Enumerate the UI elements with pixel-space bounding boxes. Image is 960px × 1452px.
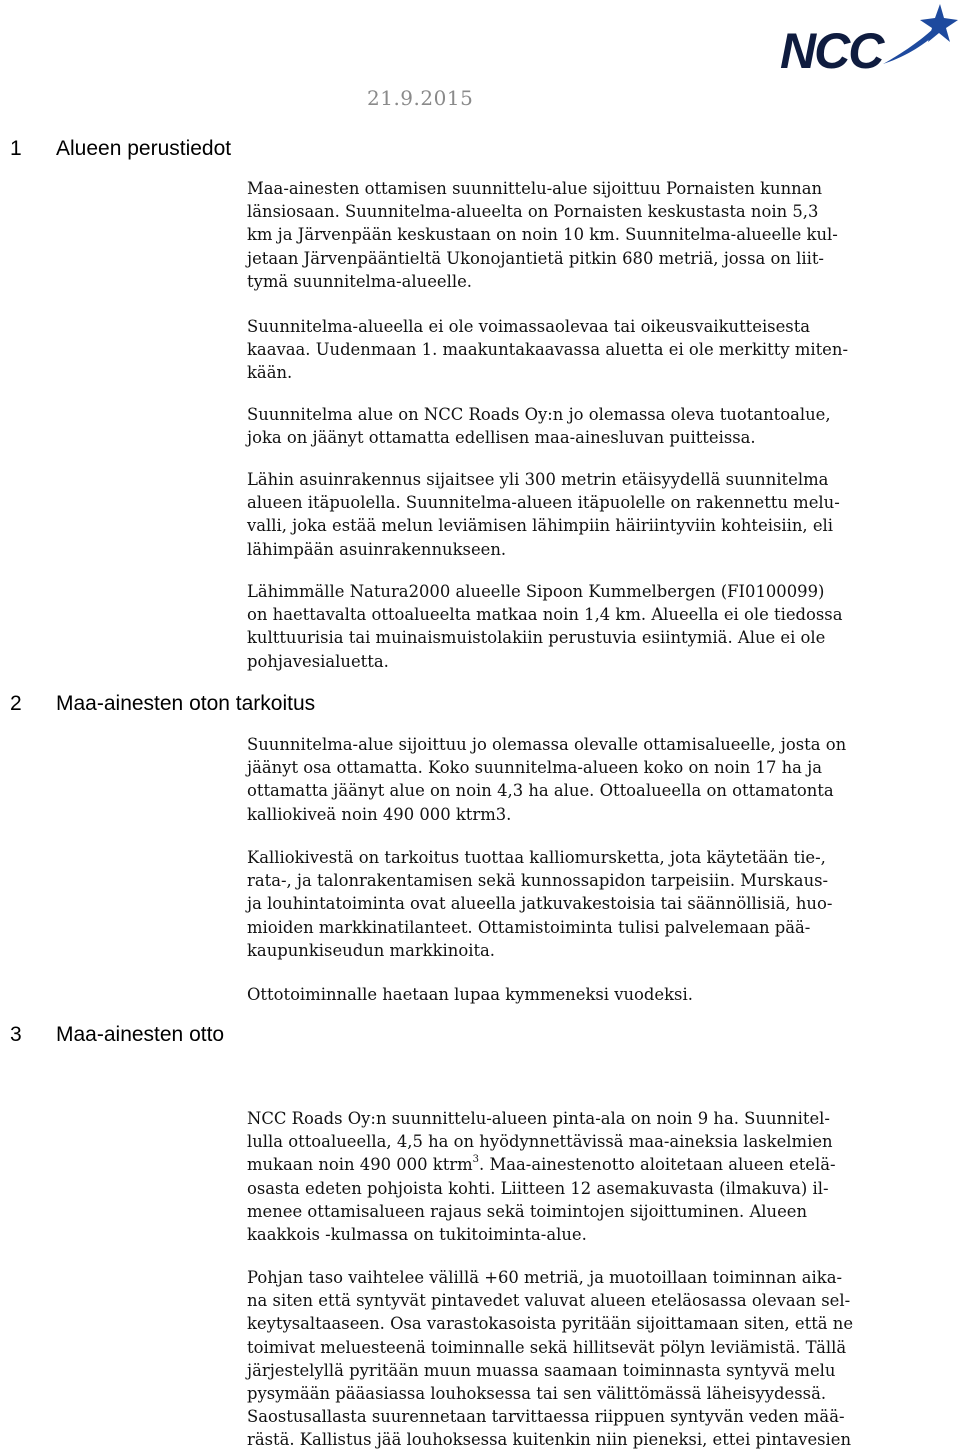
- text-line: kaakkois -kulmassa on tukitoiminta-alue.: [247, 1225, 587, 1245]
- paragraph-nearest-residence: [247, 468, 905, 561]
- section-number: 1: [10, 137, 22, 160]
- text-line: Suunnitelma-alueella ei ole voimassaolevaa tai oikeusvaikutteisesta: [247, 317, 811, 336]
- text-line: osasta edeten pohjoista kohti. Liitteen 12 asemakuvasta (ilmakuva) il-: [247, 1178, 829, 1198]
- section-heading-1: [10, 137, 231, 161]
- text-line: Suunnitelma-alue sijoittuu jo olemassa olevalle ottamisalueelle, josta on: [247, 735, 847, 754]
- text-line: keytysaltaaseen. Osa varastokasoista pyritään sijoittamaan siten, että ne: [247, 1314, 854, 1334]
- text-line: lulla ottoalueella, 4,5 ha on hyödynnettävissä maa-aineksia laskelmien: [247, 1132, 833, 1152]
- text-line: tymä suunnitelma-alueelle.: [247, 271, 472, 291]
- section-title: Alueen perustiedot: [56, 137, 232, 160]
- section-number: 2: [10, 692, 22, 715]
- text-line: rata-, ja talonrakentamisen sekä kunnossapidon tarpeisiin. Murskaus-: [247, 871, 829, 891]
- text-line: NCC Roads Oy:n suunnittelu-alueen pinta-ala on noin 9 ha. Suunnitel-: [247, 1109, 830, 1128]
- text-line: [247, 1153, 905, 1176]
- paragraph-ground-level: [247, 1266, 905, 1452]
- section-heading-3: [10, 1023, 224, 1047]
- section-number: 3: [10, 1023, 22, 1046]
- text-fragment: . Maa-ainestenotto aloitetaan alueen etelä-: [479, 1155, 836, 1175]
- paragraph-production-area: [247, 403, 905, 449]
- text-line: kalliokiveä noin 490 000 ktrm3.: [247, 804, 512, 824]
- text-line: on haettavalta ottoalueelta matkaa noin 1,4 km. Alueella ei ole tiedossa: [247, 605, 843, 625]
- paragraph-permit-duration: [247, 983, 905, 1006]
- text-line: Ottotoiminnalle haetaan lupaa kymmeneksi vuodeksi.: [247, 985, 693, 1004]
- paragraph-purpose-use: [247, 846, 905, 962]
- text-line: lähimpään asuinrakennukseen.: [247, 539, 507, 559]
- text-line: toimivat meluesteenä toiminnalle sekä hillitsevät pölyn leviämistä. Tällä: [247, 1337, 847, 1357]
- text-line: ja louhintatoiminta ovat alueella jatkuvakestoisia tai säännöllisiä, huo-: [247, 894, 833, 914]
- text-line: kulttuurisia tai muinaismuistolakiin perustuvia esiintymiä. Alue ei ole: [247, 628, 826, 648]
- section-title: Maa-ainesten otto: [56, 1023, 225, 1046]
- text-line: Pohjan taso vaihtelee välillä +60 metriä, ja muotoillaan toiminnan aika-: [247, 1268, 843, 1287]
- text-line: alueen itäpuolella. Suunnitelma-alueen itäpuolelle on rakennettu melu-: [247, 493, 840, 513]
- text-line: mioiden markkinatilanteet. Ottamistoiminta tulisi palvelemaan pää-: [247, 917, 811, 937]
- text-line: km ja Järvenpään keskustaan on noin 10 km. Suunnitelma-alueelle kul-: [247, 225, 838, 245]
- text-line: Lähin asuinrakennus sijaitsee yli 300 metrin etäisyydellä suunnitelma: [247, 470, 829, 489]
- text-line: valli, joka estää melun leviämisen lähimpiin häiriintyviin kohteisiin, eli: [247, 516, 834, 536]
- text-line: jetaan Järvenpääntieltä Ukonojantietä pitkin 680 metriä, jossa on liit-: [247, 248, 824, 268]
- text-line: menee ottamisalueen rajaus sekä toimintojen sijoittuminen. Alueen: [247, 1201, 808, 1221]
- text-line: jäänyt osa ottamatta. Koko suunnitelma-alueen koko on noin 17 ha ja: [247, 758, 823, 778]
- text-line: Kalliokivestä on tarkoitus tuottaa kalliomursketta, jota käytetään tie-,: [247, 848, 826, 867]
- text-line: ottamatta jäänyt alue on noin 4,3 ha alue. Ottoalueella on ottamatonta: [247, 781, 834, 801]
- section-heading-2: [10, 692, 315, 716]
- text-line: kään.: [247, 363, 293, 383]
- text-fragment: mukaan noin 490 000 ktrm: [247, 1155, 473, 1175]
- paragraph-area-size: [247, 1107, 905, 1246]
- text-line: järjestelyllä pyritään muun muassa saamaan toiminnasta syntyvä melu: [247, 1360, 836, 1380]
- text-line: Saostusallasta suurennetaan tarvittaessa riippuen syntyvän veden mää-: [247, 1407, 845, 1427]
- text-line: pysymään pääasiassa louhoksessa tai sen välittömässä läheisyydessä.: [247, 1384, 827, 1404]
- section-title: Maa-ainesten oton tarkoitus: [56, 692, 316, 715]
- document-date: 21.9.2015: [367, 86, 474, 110]
- text-line: na siten että syntyvät pintavedet valuvat alueen eteläosassa olevaan sel-: [247, 1291, 851, 1311]
- text-line: Maa-ainesten ottamisen suunnittelu-alue sijoittuu Pornaisten kunnan: [247, 179, 823, 198]
- paragraph-location: [247, 177, 905, 293]
- paragraph-purpose-area: [247, 733, 905, 826]
- text-line: pohjavesialuetta.: [247, 651, 389, 671]
- text-line: joka on jäänyt ottamatta edellisen maa-ainesluvan puitteissa.: [247, 428, 756, 448]
- superscript: 3: [472, 1154, 480, 1166]
- paragraph-natura: [247, 580, 905, 673]
- text-line: kaavaa. Uudenmaan 1. maakuntakaavassa aluetta ei ole merkitty miten-: [247, 340, 848, 360]
- ncc-logo: [778, 2, 958, 72]
- text-line: länsiosaan. Suunnitelma-alueelta on Pornaisten keskustasta noin 5,3: [247, 202, 819, 222]
- text-line: kaupunkiseudun markkinoita.: [247, 940, 496, 960]
- text-line: Lähimmälle Natura2000 alueelle Sipoon Kummelbergen (FI0100099): [247, 582, 825, 601]
- paragraph-zoning: [247, 315, 905, 385]
- swoosh-icon: [883, 26, 940, 64]
- logo-wordmark: NCC: [780, 23, 883, 72]
- text-line: Suunnitelma alue on NCC Roads Oy:n jo olemassa oleva tuotantoalue,: [247, 405, 831, 424]
- text-line: rästä. Kallistus jää louhoksessa kuitenkin niin pieneksi, ettei pintavesien: [247, 1430, 852, 1450]
